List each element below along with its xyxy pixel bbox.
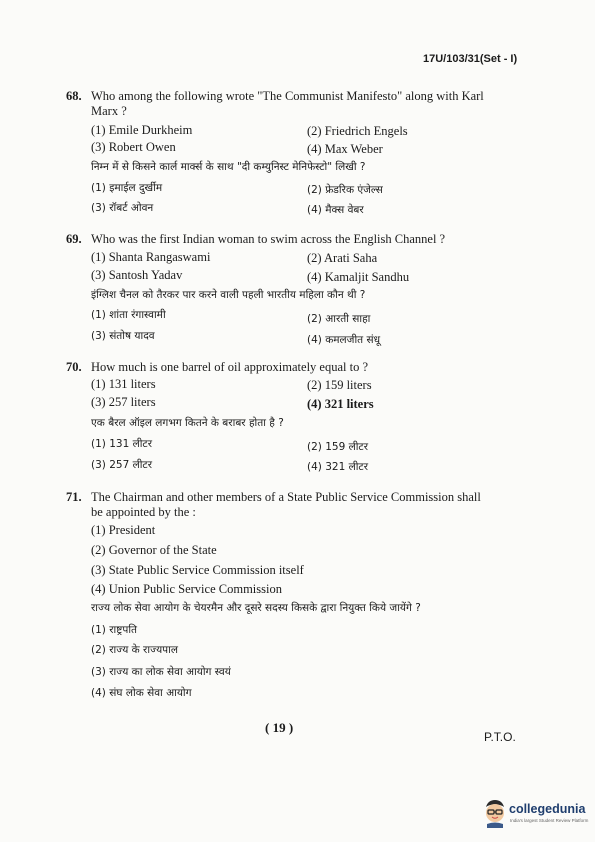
option-2-hindi: (2) राज्य के राज्यपाल: [91, 644, 178, 656]
pto-note: P.T.O.: [484, 730, 516, 744]
option-1-hindi: (1) 131 लीटर: [91, 438, 153, 450]
mascot-icon: [482, 798, 508, 828]
option-4-hindi: (4) मैक्स वेबर: [307, 204, 364, 216]
option-2: (2) 159 liters: [307, 378, 372, 392]
option-1-hindi: (1) शांता रंगास्वामी: [91, 309, 166, 321]
option-4: (4) Max Weber: [307, 142, 383, 156]
option-4-hindi: (4) कमलजीत संधू: [307, 334, 381, 346]
question-text-hindi: निम्न में से किसने कार्ल मार्क्स के साथ "दी कम्युनिस्ट मेनिफेस्टो" लिखी ?: [91, 161, 366, 173]
option-4: (4) Kamaljit Sandhu: [307, 270, 410, 284]
option-3-hindi: (3) रॉबर्ट ओवन: [91, 202, 154, 214]
option-2: (2) Arati Saha: [307, 251, 378, 265]
question-text: The Chairman and other members of a State Public Service Commission shall: [91, 490, 481, 504]
brand-tagline: India's largest Student Review Platform: [510, 818, 589, 823]
question-text: How much is one barrel of oil approximately equal to ?: [91, 360, 369, 374]
option-4: (4) Union Public Service Commission: [91, 582, 282, 596]
option-1: (1) President: [91, 523, 156, 537]
option-3: (3) 257 liters: [91, 395, 156, 409]
page-number: ( 19 ): [265, 720, 294, 735]
option-2-hindi: (2) आरती साहा: [307, 313, 371, 325]
option-2-hindi: (2) 159 लीटर: [307, 441, 369, 453]
option-3-hindi: (3) 257 लीटर: [91, 459, 153, 471]
question-text: Who was the first Indian woman to swim across the English Channel ?: [91, 232, 446, 246]
option-4: (4) 321 liters: [307, 397, 374, 411]
option-1-hindi: (1) राष्ट्रपति: [91, 624, 138, 636]
option-3: (3) Santosh Yadav: [91, 268, 183, 282]
question-text: be appointed by the :: [91, 505, 196, 519]
question-number: 68.: [66, 89, 82, 103]
option-3: (3) State Public Service Commission itself: [91, 563, 304, 577]
collegedunia-logo: [482, 796, 590, 836]
paper-code: 17U/103/31(Set - I): [423, 53, 518, 65]
option-2: (2) Governor of the State: [91, 543, 217, 557]
option-2-hindi: (2) फ्रेडरिक एंजेल्स: [307, 184, 383, 196]
question-text: Who among the following wrote "The Communist Manifesto" along with Karl: [91, 89, 484, 103]
question-number: 70.: [66, 360, 82, 374]
option-4-hindi: (4) 321 लीटर: [307, 461, 369, 473]
option-4-hindi: (4) संघ लोक सेवा आयोग: [91, 687, 192, 699]
option-1: (1) 131 liters: [91, 377, 156, 391]
option-1-hindi: (1) इमाईल दुर्खीम: [91, 182, 163, 194]
question-text: Marx ?: [91, 104, 127, 118]
option-2: (2) Friedrich Engels: [307, 124, 408, 138]
brand-name: collegedunia: [509, 802, 586, 816]
question-text-hindi: एक बैरल ऑइल लगभग कितने के बराबर होता है ?: [91, 417, 284, 429]
question-number: 71.: [66, 490, 82, 504]
option-3-hindi: (3) राज्य का लोक सेवा आयोग स्वयं: [91, 666, 231, 678]
question-text-hindi: राज्य लोक सेवा आयोग के चेयरमैन और दूसरे सदस्य किसके द्वारा नियुक्त किये जायेंगे ?: [91, 602, 421, 614]
option-1: (1) Emile Durkheim: [91, 123, 193, 137]
option-3: (3) Robert Owen: [91, 140, 176, 154]
question-text-hindi: इंग्लिश चैनल को तैरकर पार करने वाली पहली भारतीय महिला कौन थी ?: [91, 289, 366, 301]
option-3-hindi: (3) संतोष यादव: [91, 330, 155, 342]
question-number: 69.: [66, 232, 82, 246]
option-1: (1) Shanta Rangaswami: [91, 250, 211, 264]
